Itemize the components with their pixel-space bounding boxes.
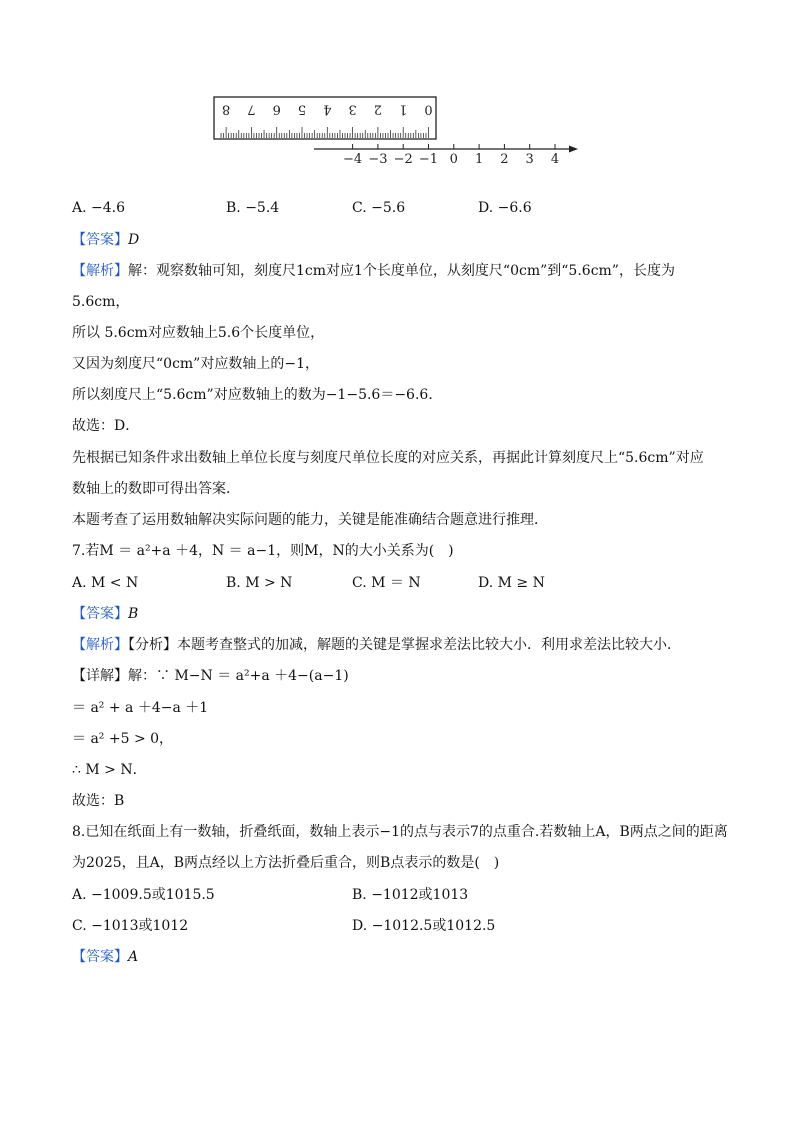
- q7-stem: 7.若M ＝ a²+a ＋4，N ＝ a−1，则M，N的大小关系为( ): [72, 543, 454, 559]
- analysis-tag: 【解析】: [72, 637, 128, 653]
- q6-analysis-line-7: 先根据已知条件求出数轴上单位长度与刻度尺单位长度的对应关系，再据此计算刻度尺上“5.6cm”对应: [72, 450, 704, 466]
- q6-option-d: D. −6.6: [478, 200, 532, 216]
- q7-detail-line-1: [72, 666, 349, 686]
- q6-answer: [72, 230, 139, 250]
- q8-option-c: C. −1013或1012: [72, 918, 189, 934]
- ruler-label: 7: [247, 101, 256, 117]
- axis-ticks: [353, 144, 555, 149]
- q6-analysis-line-3: 所以 5.6cm对应数轴上5.6个长度单位，: [72, 325, 325, 341]
- q6-analysis-line-2: 5.6cm，: [72, 294, 130, 310]
- q7-detail-line-4: ∴ M > N．: [72, 762, 147, 778]
- q6-option-a: A. −4.6: [72, 200, 126, 216]
- analysis-tag: 【解析】: [72, 263, 128, 279]
- q7-detail-line-5: 故选：B: [72, 793, 125, 809]
- q7-option-d: D. M ≥ N: [478, 575, 545, 591]
- ruler-label: 1: [399, 101, 408, 117]
- answer-tag: 【答案】: [72, 232, 128, 248]
- ruler-label: 4: [323, 101, 332, 117]
- q6-option-b: B. −5.4: [226, 200, 280, 216]
- q6-text: 解：观察数轴可知，刻度尺1cm对应1个长度单位，从刻度尺“0cm”到“5.6cm”，长度为: [128, 263, 675, 279]
- axis-label: 3: [525, 152, 534, 167]
- ruler-label: 8: [221, 101, 231, 117]
- answer-tag: 【答案】: [72, 606, 128, 622]
- detail-tag: 【详解】: [72, 668, 128, 684]
- axis-label: −2: [393, 152, 413, 167]
- q8-answer-value: A: [128, 949, 139, 965]
- q8-option-a: A. −1009.5或1015.5: [72, 887, 215, 903]
- q8-stem-line-1: 8.已知在纸面上有一数轴，折叠纸面，数轴上表示−1的点与表示7的点重合.若数轴上A，B两点之间的距离: [72, 824, 728, 840]
- axis-label: −3: [368, 152, 388, 167]
- axis-label: −1: [418, 152, 439, 167]
- q7-detail-text: 解：∵ M−N ＝ a²+a ＋4−(a−1): [128, 668, 349, 684]
- q6-analysis-line-8: 数轴上的数即可得出答案．: [72, 481, 240, 497]
- number-line-arrow: [569, 146, 578, 153]
- q7-analysis: [72, 635, 681, 655]
- axis-label: 4: [550, 152, 560, 167]
- q8-option-b: B. −1012或1013: [352, 887, 469, 903]
- axis-labels: [343, 152, 559, 167]
- ruler-label: 2: [373, 101, 383, 117]
- q6-analysis-line-9: 本题考查了运用数轴解决实际问题的能力，关键是能准确结合题意进行推理．: [72, 512, 548, 528]
- q8-stem-line-2: 为2025，且A，B两点经以上方法折叠后重合，则B点表示的数是( ): [72, 855, 500, 871]
- q6-analysis-line-5: 所以刻度尺上“5.6cm”对应数轴上的数为−1−5.6＝−6.6．: [72, 387, 443, 403]
- q7-answer: [72, 604, 138, 624]
- q6-analysis-line-6: 故选：D．: [72, 418, 140, 434]
- q6-option-c: C. −5.6: [352, 200, 406, 216]
- q6-analysis-line-1: [72, 261, 675, 281]
- q8-option-d: D. −1012.5或1012.5: [352, 918, 496, 934]
- q6-answer-value: D: [128, 232, 140, 248]
- q7-option-c: C. M ＝ N: [352, 575, 421, 591]
- axis-label: −4: [343, 152, 363, 167]
- axis-label: 0: [449, 152, 458, 167]
- axis-label: 1: [474, 152, 484, 167]
- answer-tag: 【答案】: [72, 949, 128, 965]
- q7-analysis-text: 【分析】本题考查整式的加减，解题的关键是掌握求差法比较大小．利用求差法比较大小．: [128, 637, 681, 653]
- ruler-label: 6: [272, 101, 281, 117]
- q7-detail-line-2: ＝ a² + a ＋4−a ＋1: [72, 700, 209, 716]
- ruler-numberline-figure: [0, 0, 794, 175]
- axis-label: 2: [500, 152, 509, 167]
- q8-answer: [72, 947, 138, 967]
- q7-detail-line-3: ＝ a² +5 > 0，: [72, 731, 174, 747]
- q6-analysis-line-4: 又因为刻度尺“0cm”对应数轴上的−1，: [72, 356, 319, 372]
- ruler-label: 3: [348, 101, 357, 117]
- ruler-labels: [222, 102, 433, 117]
- q7-option-b: B. M > N: [226, 575, 293, 591]
- ruler-label: 5: [297, 101, 307, 117]
- ruler-label: 0: [424, 101, 433, 117]
- q7-option-a: A. M < N: [72, 575, 139, 591]
- q7-answer-value: B: [128, 606, 139, 622]
